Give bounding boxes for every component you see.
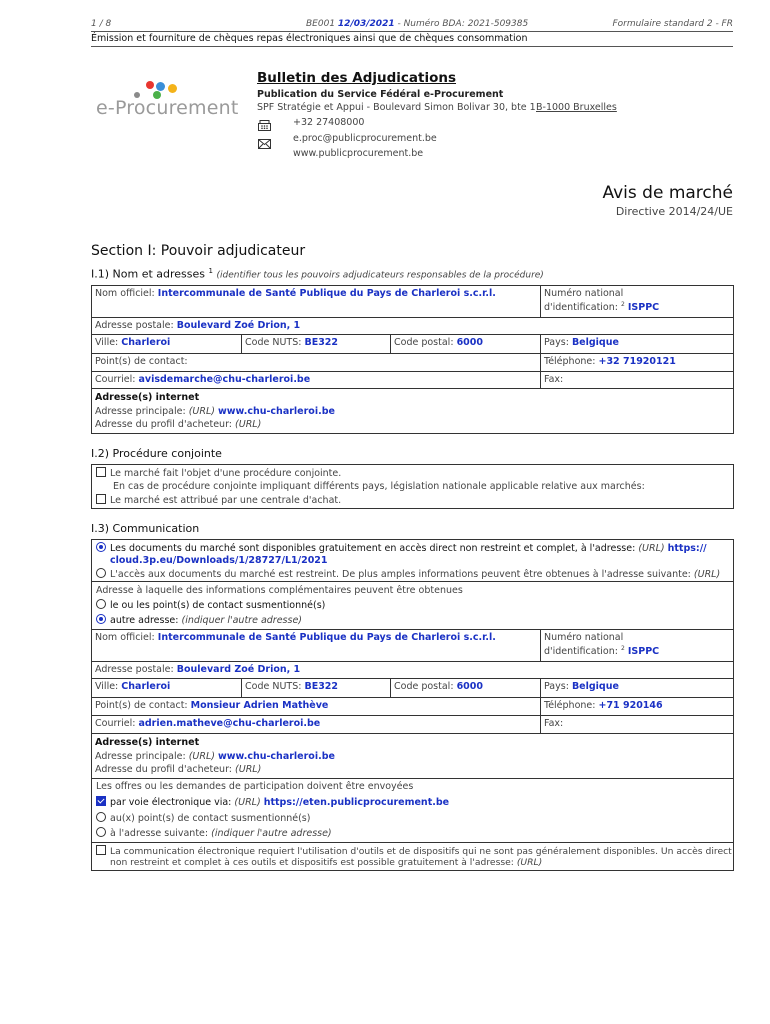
publisher-email[interactable]: e.proc@publicprocurement.be	[293, 133, 437, 144]
i1-country-cell: Pays: Belgique	[540, 334, 734, 354]
i3-nuts-cell: Code NUTS: BE322	[241, 678, 391, 698]
i1-main-url[interactable]: www.chu-charleroi.be	[218, 405, 335, 417]
i3-zip-cell: Code postal: 6000	[390, 678, 541, 698]
i2-joint-note: En cas de procédure conjointe impliquant différents pays, législation nationale applicable relative aux marchés:	[113, 481, 645, 492]
logo-dot-yellow	[168, 84, 177, 93]
i3-offers-other-option[interactable]: à l'adresse suivante: (indiquer l'autre adresse)	[96, 827, 332, 839]
mail-icon	[258, 134, 271, 153]
i3-country-cell: Pays: Belgique	[540, 678, 734, 698]
i3-info-heading: Adresse à laquelle des informations complémentaires peuvent être obtenues	[96, 585, 463, 596]
i1-official-name-cell: Nom officiel: Intercommunale de Santé Publique du Pays de Charleroi s.c.r.l.	[91, 285, 541, 318]
i2-central-option[interactable]: Le marché est attribué par une centrale d'achat.	[96, 494, 341, 506]
offers-contact-radio[interactable]	[96, 812, 106, 822]
offers-electronic-checkbox[interactable]	[96, 796, 106, 806]
publisher-address: SPF Stratégie et Appui - Boulevard Simon Bolivar 30, bte 1	[257, 102, 536, 113]
joint-checkbox[interactable]	[96, 467, 106, 477]
i1-postal-cell: Adresse postale: Boulevard Zoé Drion, 1	[91, 317, 734, 335]
i3-phone-cell: Téléphone: +71 920146	[540, 697, 734, 716]
publisher-name: Publication du Service Fédéral e-Procurement	[257, 89, 504, 100]
i3-official-name-cell: Nom officiel: Intercommunale de Santé Publique du Pays de Charleroi s.c.r.l.	[91, 629, 541, 662]
i3-fax-cell: Fax:	[540, 715, 734, 734]
docs-restricted-radio[interactable]	[96, 568, 106, 578]
phone-icon	[258, 116, 271, 135]
tools-checkbox[interactable]	[96, 845, 106, 855]
i3-tools-note: non restreint et complet à ces outils et dispositifs est possible gratuitement à l'adresse: (URL)	[110, 857, 543, 868]
info-other-radio[interactable]	[96, 614, 106, 624]
i3-city-cell: Ville: Charleroi	[91, 678, 242, 698]
publisher-phone: +32 27408000	[293, 117, 365, 128]
i3-main-url[interactable]: www.chu-charleroi.be	[218, 750, 335, 762]
i1-nuts-cell: Code NUTS: BE322	[241, 334, 391, 354]
i1-phone-cell: Téléphone: +32 71920121	[540, 353, 734, 372]
i3-offers-electronic-option[interactable]: par voie électronique via: (URL) https://eten.publicprocurement.be	[96, 796, 449, 808]
i1-city-cell: Ville: Charleroi	[91, 334, 242, 354]
i3-offers-contact-option[interactable]: au(x) point(s) de contact susmentionné(s)	[96, 812, 310, 824]
i3-info-contact-option[interactable]: le ou les point(s) de contact susmentionné(s)	[96, 599, 325, 611]
page-number: 1 / 8	[91, 19, 112, 29]
form-type: Formulaire standard 2 - FR	[612, 19, 733, 29]
i1-contact-cell: Point(s) de contact:	[91, 353, 541, 372]
i3-email-cell: Courriel: adrien.matheve@chu-charleroi.be	[91, 715, 541, 734]
i3-offers-heading: Les offres ou les demandes de participation doivent être envoyées	[96, 781, 414, 792]
notice-directive: Directive 2014/24/UE	[615, 205, 733, 218]
i1-heading: I.1) Nom et adresses $^1$ (identifier tous les pouvoirs adjudicateurs responsables de la procédure)	[91, 267, 544, 281]
section-title: Section I: Pouvoir adjudicateur	[91, 243, 306, 259]
i1-zip-cell: Code postal: 6000	[390, 334, 541, 354]
i1-fax-cell: Fax:	[540, 371, 734, 389]
publisher-website[interactable]: www.publicprocurement.be	[293, 148, 424, 159]
logo-dot-blue	[156, 82, 165, 91]
i3-internet-cell: Adresse(s) internet Adresse principale: (URL) www.chu-charleroi.be Adresse du profil d'acheteur: (URL)	[91, 733, 734, 779]
i3-info-other-option[interactable]: autre adresse: (indiquer l'autre adresse)	[96, 614, 302, 626]
i1-national-id-cell: Numéro national d'identification: $^2$ ISPPC	[540, 285, 734, 318]
i3-docs-restricted-option[interactable]: L'accès aux documents du marché est restreint. De plus amples informations peuvent être obtenues à l'adresse suivante: (URL)	[96, 568, 720, 580]
logo-dot-red	[146, 81, 154, 89]
info-contact-radio[interactable]	[96, 599, 106, 609]
docs-free-radio[interactable]	[96, 542, 106, 552]
i3-tools-option[interactable]: La communication électronique requiert l'utilisation d'outils et de dispositifs qui ne sont pas généralement disponibles. Un accès direct	[96, 845, 732, 857]
central-checkbox[interactable]	[96, 494, 106, 504]
bulletin-title: Bulletin des Adjudications	[257, 70, 457, 86]
publication-date: 12/03/2021	[337, 19, 395, 29]
publisher-city: B-1000 Bruxelles	[536, 102, 617, 113]
form-reference: BE001 12/03/2021 - Numéro BDA: 2021-509385	[306, 19, 529, 29]
i3-national-id-cell: Numéro national d'identification: $^2$ ISPPC	[540, 629, 734, 662]
i2-heading: I.2) Procédure conjointe	[91, 447, 222, 460]
i3-contact-cell: Point(s) de contact: Monsieur Adrien Mathève	[91, 697, 541, 716]
i1-internet-cell: Adresse(s) internet Adresse principale: (URL) www.chu-charleroi.be Adresse du profil d'acheteur: (URL)	[91, 388, 734, 434]
offers-other-radio[interactable]	[96, 827, 106, 837]
logo-text: e-Procurement	[96, 97, 239, 119]
document-subtitle: Émission et fourniture de chèques repas électroniques ainsi que de chèques consommation	[91, 31, 733, 47]
i3-docs-free-option[interactable]: Les documents du marché sont disponibles gratuitement en accès direct non restreint et complet, à l'adresse: (URL) https://	[96, 542, 707, 554]
i3-docs-url: cloud.3p.eu/Downloads/1/28727/L1/2021	[110, 555, 328, 566]
notice-title: Avis de marché	[602, 183, 733, 203]
i2-joint-option[interactable]: Le marché fait l'objet d'une procédure conjointe.	[96, 467, 341, 479]
i3-postal-cell: Adresse postale: Boulevard Zoé Drion, 1	[91, 661, 734, 679]
i1-email-cell: Courriel: avisdemarche@chu-charleroi.be	[91, 371, 541, 389]
i3-heading: I.3) Communication	[91, 522, 200, 535]
